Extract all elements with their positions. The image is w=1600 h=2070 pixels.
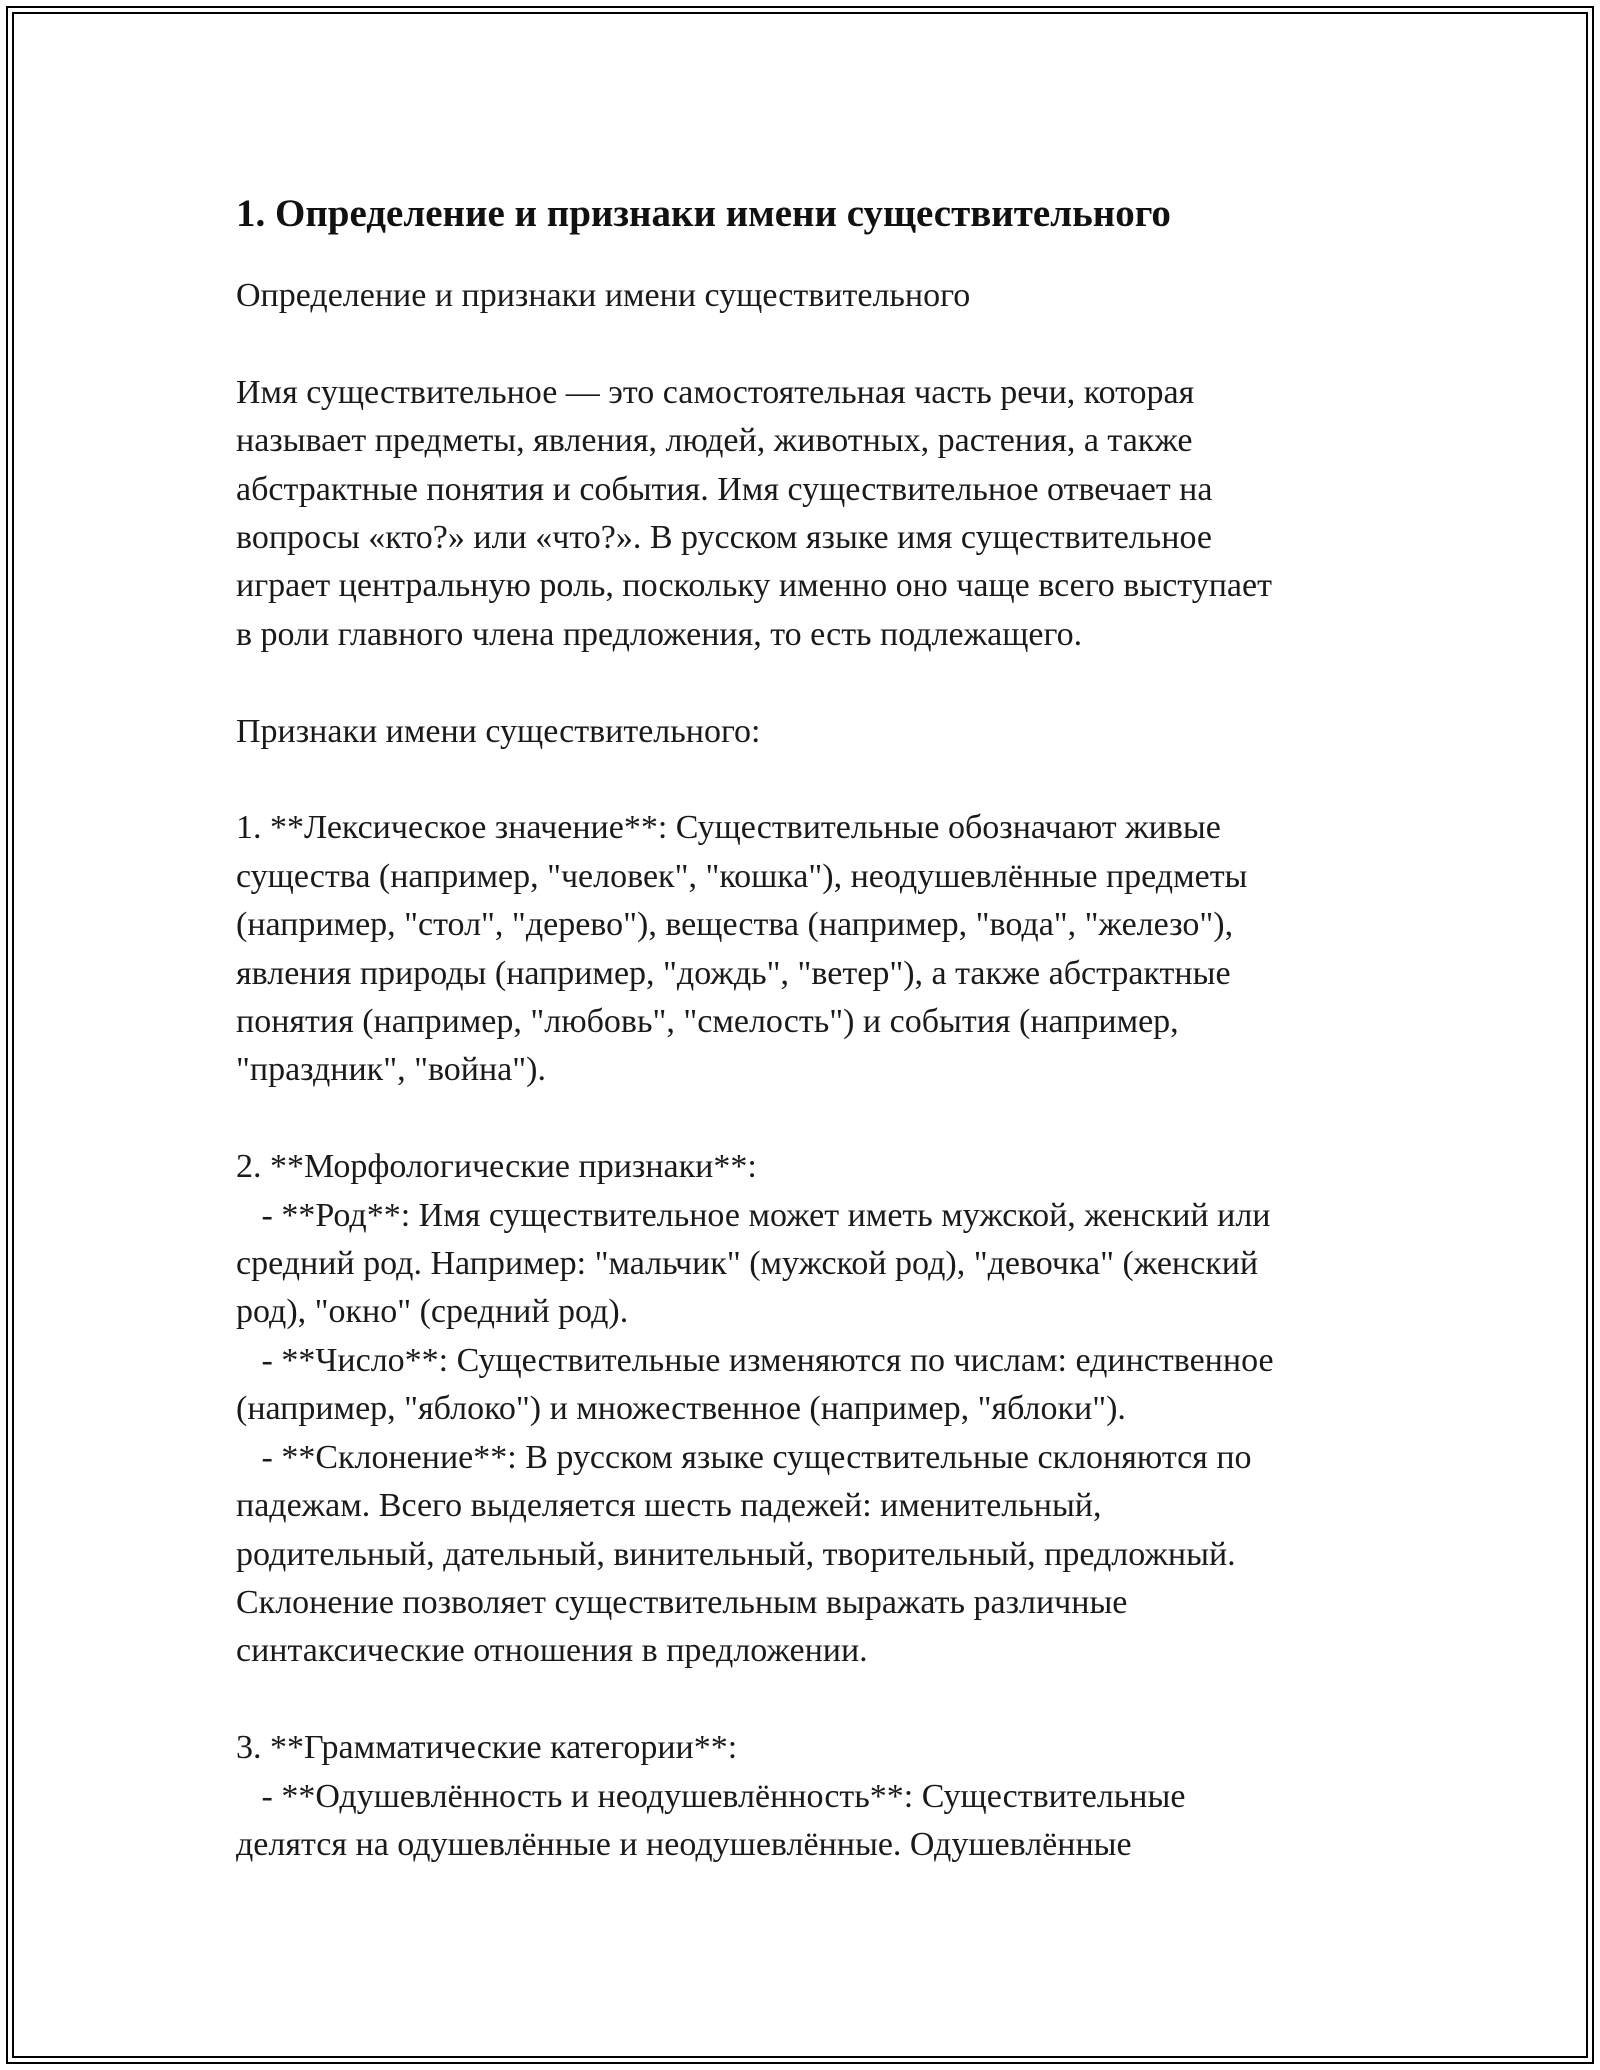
paragraph-gap bbox=[236, 320, 1366, 368]
paragraph-gap bbox=[236, 1095, 1366, 1143]
document-body bbox=[236, 186, 1366, 1869]
paragraph-grammatical-categories: 3. **Грамматические категории**: - **Одушевлённость и неодушевлённость**: Существительные делятся на одушевлённые и неодушевлённые. Одушевлённые bbox=[236, 1729, 1186, 1863]
paragraph-gap bbox=[236, 756, 1366, 804]
paragraph-lexical-meaning: 1. **Лексическое значение**: Существительные обозначают живые существа (например, "человек", "кошка"), неодушевлённые предметы (например, "стол", "дерево"), вещества (например, "вода", "железо"), явления природы (например, "дождь", "ветер"), а также абстрактные понятия (например, "любовь", "смелость") и события (например, "праздник", "война"). bbox=[236, 809, 1248, 1089]
document-title: 1. Определение и признаки имени существительного bbox=[236, 192, 1171, 235]
paragraph-features-heading: Признаки имени существительного: bbox=[236, 712, 761, 750]
paragraph-subtitle: Определение и признаки имени существительного bbox=[236, 277, 971, 314]
paragraph-gap bbox=[236, 1676, 1366, 1724]
paragraph-gap bbox=[236, 659, 1366, 707]
paragraph-morphological-features: 2. **Морфологические признаки**: - **Род**: Имя существительное может иметь мужской, женский или средний род. Например: "мальчик" (мужской род), "девочка" (женский род), "окно" (средний род). - **Число**: Существительные изменяются по числам: единственное (например, "яблоко") и множественное (например, "яблоки"). - **Склонение**: В русском языке существительные склоняются по падежам. Всего выделяется шесть падежей: именительный, родительный, дательный, винительный, творительный, предложный. Склонение позволяет существительным выражать различные синтаксические отношения в предложении. bbox=[236, 1148, 1274, 1670]
paragraph-definition: Имя существительное — это самостоятельная часть речи, которая называет предметы, явления, людей, животных, растения, а также абстрактные понятия и события. Имя существительное отвечает на вопросы «кто?» или «что?». В русском языке имя существительное играет центральную роль, поскольку именно оно чаще всего выступает в роли главного члена предложения, то есть подлежащего. bbox=[236, 373, 1272, 653]
